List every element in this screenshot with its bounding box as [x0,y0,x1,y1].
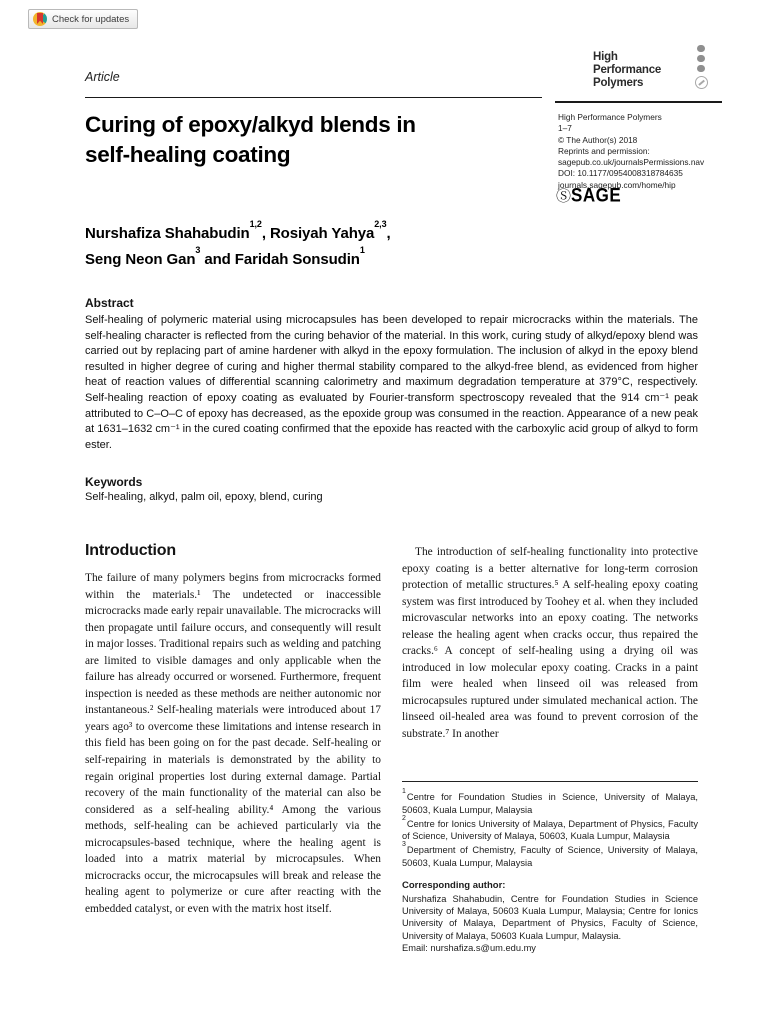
body-columns [85,540,698,954]
citation-block [558,112,728,191]
footnote-marker: 1 [402,788,406,796]
journal-logo-line: High [593,51,618,63]
author-name-segment: , Rosiyah Yahya [261,225,375,242]
journal-logo [593,51,661,90]
author-affiliation-sup: 3 [195,244,201,255]
page-title-line: self-healing coating [85,141,291,167]
badge-label: Check for updates [52,13,130,25]
author-name-segment: and Faridah Sonsudin [200,250,360,268]
page-title [85,110,416,169]
journal-logo-line: Polymers [593,77,644,89]
citation-permissions-url[interactable]: sagepub.co.uk/journalsPermissions.nav [558,157,705,168]
corresponding-author-email[interactable]: Email: nurshafiza.s@um.edu.my [402,942,536,953]
introduction-heading: Introduction [85,542,176,559]
footnote-text: Department of Chemistry, Faculty of Science, University of Malaya, 50603, Kuala Lumpur, Malaysia [402,845,698,868]
author-name-segment: Nurshafiza Shahabudin [85,225,250,242]
right-column [402,540,698,954]
authors-block [85,219,391,270]
author-line [85,219,391,245]
footnotes-block [402,781,698,954]
citation-journal: High Performance Polymers [558,112,662,122]
dot-icon [697,55,705,63]
corresponding-author-text: Nurshafiza Shahabudin, Centre for Foundation Studies in Science University of Malaya, 50603 Kuala Lumpur, Malaysia; Centre for Ionics University of Malaya, Department of Physics, Faculty of Science, University of Malaya, 50603 Kuala Lumpur, Malaysia. [402,893,698,941]
header-rule-right [555,101,722,103]
sage-logo-text: SAGE [571,184,622,207]
author-name-segment: , [386,225,391,242]
dot-icon [697,45,705,53]
footnote-rule [402,781,698,782]
footnote-affiliation [402,842,698,869]
author-name-segment: Seng Neon Gan [85,250,196,268]
crossmark-icon [33,12,47,26]
citation-journal-url[interactable]: journals.sagepub.com/home/hip [558,179,676,190]
link-circle-icon [695,76,708,89]
author-line [85,245,391,271]
journal-logo-line: Performance [593,64,662,76]
author-affiliation-sup: 1,2 [249,219,262,229]
header-rule-left [85,97,542,98]
check-for-updates-badge[interactable] [28,9,138,29]
left-column [85,540,381,954]
keywords-heading: Keywords [85,475,143,489]
author-affiliation-sup: 1 [359,244,365,255]
footnote-marker: 3 [402,841,406,849]
citation-pages: 1–7 [558,123,572,134]
footnote-marker: 2 [402,814,406,822]
footnote-affiliation [402,816,698,843]
author-affiliation-sup: 2,3 [374,219,387,229]
footnote-affiliation [402,789,698,816]
intro-right-paragraph: The introduction of self-healing functionality into protective epoxy coating is a better alternative for long-term corrosion protection of metallic structures.⁵ A self-healing epoxy coating system was first introduced by Toohey et al. when they included microvascular networks into an epoxy coating. The networks release the healing agent when cracks occur, thus repaired the cracks.⁶ A concept of self-healing using a drying oil was introduced in low molecular epoxy coating. Cracks in a paint film were healed when linseed oil was released from microcapsules ruptured under simulated mechanical action. The linseed oil-healed area was found to prevent corrosion of the substrate.⁷ In another [402,546,698,741]
page-title-line: Curing of epoxy/alkyd blends in [85,112,416,137]
article-type-label: Article [85,70,120,84]
citation-doi[interactable]: DOI: 10.1177/0954008318784635 [558,168,683,179]
dot-icon [697,65,705,73]
sage-logo-mark: Ⓢ [556,187,572,205]
abstract-text: Self-healing of polymeric material using microcapsules has been developed to repair microcracks within the materials. The self-healing character is reflected from the curing behavior of the material. In this work, curing study of alkyd/epoxy blend was carried out by replacing part of amine hardener with alkyd in the epoxy formulation. The inclusion of alkyd in the epoxy blend resulted in higher degree of curing and higher thermal stability compared to the alkyd-free blend, as evidenced from higher heat of reaction values of differential scanning calorimetry and maximum degradation temperature at 379°C, respectively. Self-healing reaction of epoxy coating as evaluated by Fourier-transform spectroscopy revealed that the 914 cm⁻¹ peak attributed to C–O–C of epoxy has decreased, as the epoxide group was consumed in the reaction. Appearance of a new peak at 1631–1632 cm⁻¹ in the cured coating confirmed that the epoxide has reacted with the carboxylic acid group of alkyd to form ester. [85,314,698,451]
share-dots-icon [694,42,708,89]
citation-reprints: Reprints and permission: [558,145,650,156]
footnote-text: Centre for Foundation Studies in Science, University of Malaya, 50603, Kuala Lumpur, Malaysia [402,792,698,815]
keywords-text: Self-healing, alkyd, palm oil, epoxy, blend, curing [85,491,323,503]
corresponding-author-heading: Corresponding author: [402,879,506,891]
footnote-text: Centre for Ionics University of Malaya, Department of Physics, Faculty of Science, University of Malaya, 50603, Kuala Lumpur, Malaysia [402,818,698,842]
citation-copyright: © The Author(s) 2018 [558,134,638,145]
intro-left-paragraph: The failure of many polymers begins from microcracks formed within the materials.¹ The undetected or inaccessible microcracks made early repair unavailable. The microcracks will then propagate until failure occurs, and consequently will result in major losses. Traditional repairs such as welding and patching are limited to visible damages and only applicable when the failure has already occurred or worsened. Furthermore, frequent inspection is needed as these methods are neither autonomic nor instantaneous.² Self-healing materials were introduced about 17 years ago³ to overcome these limitations and intense research in this field has been going on for the past decade. Self-healing or self-repairing in materials is demonstrated by the ability to regain original properties lost during external damage. Partial recovery of the main functionality of the material can also be considered as a self-healing ability.⁴ Among the various methods, self-healing can be achieved particularly via the microcapsules-based technique, where the healing agent is loaded into a matrix material by microcapsules. When microcracks occur, the microcapsules will break and release the healing agent to polymerize or cure after reacting with the embedded catalyst, or even with the matrix host itself. [85,572,381,915]
sage-logo [556,186,621,206]
abstract-heading: Abstract [85,296,134,310]
corresponding-author-block [402,880,698,954]
